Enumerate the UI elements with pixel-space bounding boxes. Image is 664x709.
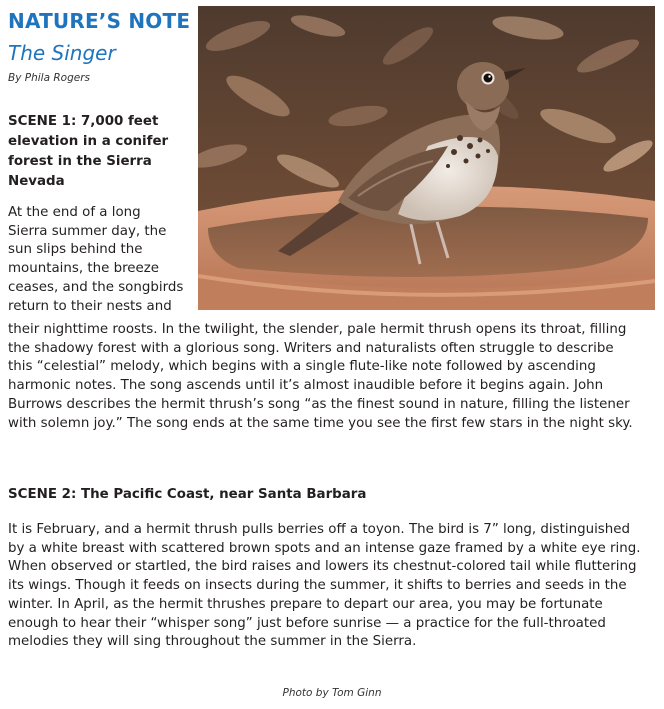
paragraph-line: return to their nests and xyxy=(8,298,172,314)
paragraph-line: harmonic notes. The song ascends until it’s almost inaudible before it begins again. John xyxy=(8,378,604,394)
photo-credit: Photo by Tom Ginn xyxy=(282,687,382,699)
scene1-heading xyxy=(8,112,188,192)
byline: By Phila Rogers xyxy=(8,72,90,84)
paragraph-line: winter. In April, as the hermit thrushes prepare to depart our area, you may be fortunate xyxy=(8,596,603,612)
scene1-heading-line: Nevada xyxy=(8,174,65,189)
scene1-heading-line: forest in the Sierra xyxy=(8,154,152,169)
bird-on-birdbath-illustration xyxy=(198,6,655,310)
scene1-heading-line: SCENE 1: 7,000 feet xyxy=(8,114,159,129)
paragraph-line: their nighttime roosts. In the twilight, the slender, pale hermit thrush opens its throat, filling xyxy=(8,322,627,337)
scene1-paragraph-full xyxy=(8,321,658,433)
paragraph-line: It is February, and a hermit thrush pulls berries off a toyon. The bird is 7” long, distinguished xyxy=(8,522,630,537)
paragraph-line: its wings. Though it feeds on insects during the summer, it shifts to berries and seeds in the xyxy=(8,578,627,594)
paragraph-line: sun slips behind the xyxy=(8,242,143,258)
scene2-paragraph xyxy=(8,521,658,652)
hermit-thrush-photo xyxy=(198,6,655,310)
scene2-heading: SCENE 2: The Pacific Coast, near Santa Barbara xyxy=(8,487,367,502)
paragraph-line: mountains, the breeze xyxy=(8,261,160,277)
paragraph-line: with solemn joy.” The song ends at the same time you see the first few stars in the night sky. xyxy=(8,415,633,431)
paragraph-line: ceases, and the songbirds xyxy=(8,279,184,295)
paragraph-line: melodies they will sing throughout the summer in the Sierra. xyxy=(8,634,417,650)
scene1-paragraph-wrapped xyxy=(8,204,196,316)
paragraph-line: the shadowy forest with a glorious song. Writers and naturalists often struggle to describe xyxy=(8,340,614,356)
column-kicker: NATURE’S NOTE xyxy=(8,9,191,33)
article-title: The Singer xyxy=(8,41,116,65)
paragraph-line: by a white breast with scattered brown spots and an intense gaze framed by a white eye ring. xyxy=(8,540,641,556)
paragraph-line: Burrows describes the hermit thrush’s song “as the finest sound in nature, filling the listener xyxy=(8,396,630,412)
article-header xyxy=(8,8,194,84)
paragraph-line: When observed or startled, the bird raises and lowers its chestnut-colored tail while fluttering xyxy=(8,559,637,575)
paragraph-line: this “celestial” melody, which begins with a single flute-like note followed by ascending xyxy=(8,359,596,375)
paragraph-line: At the end of a long xyxy=(8,205,141,220)
scene1-heading-line: elevation in a conifer xyxy=(8,134,169,149)
paragraph-line: enough to hear their “whisper song” just before sunrise — a practice for the full-throated xyxy=(8,615,606,631)
paragraph-line: Sierra summer day, the xyxy=(8,223,167,239)
